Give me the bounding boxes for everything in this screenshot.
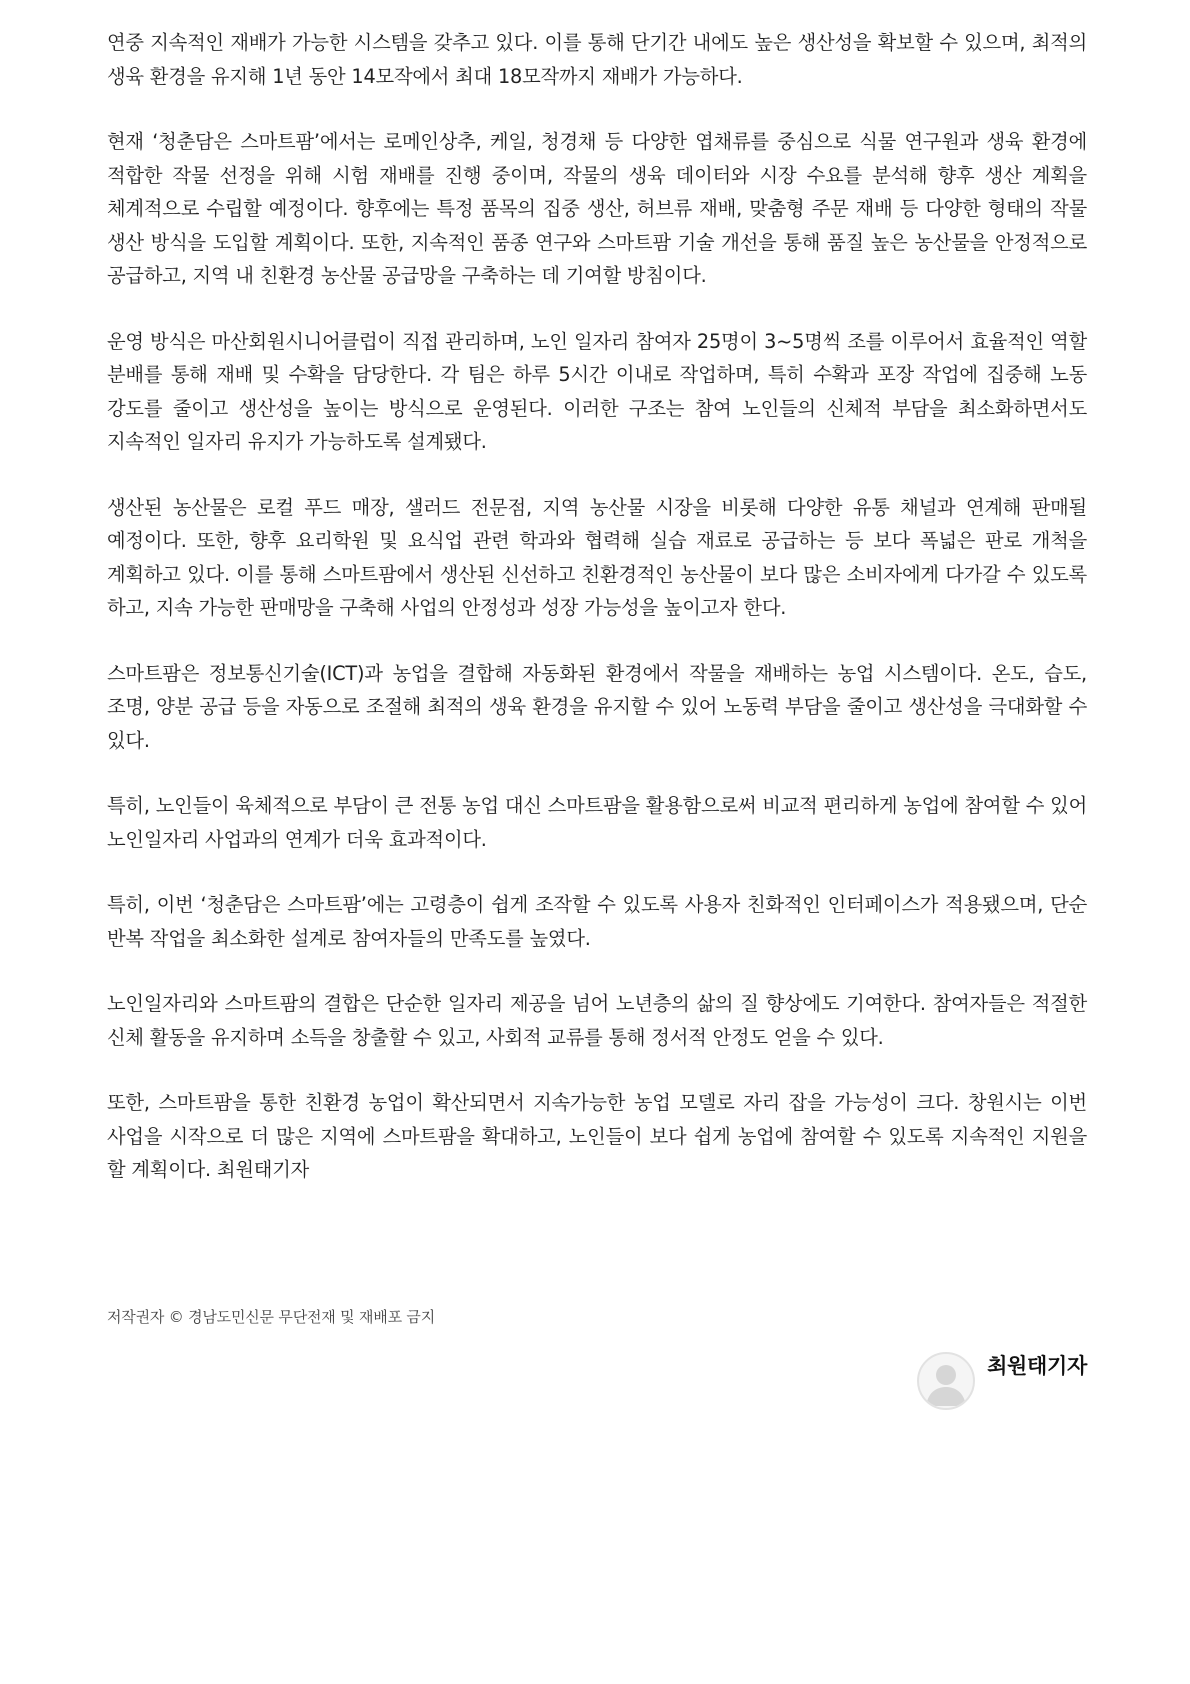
reporter-name[interactable]: 최원태기자 — [987, 1354, 1087, 1378]
copyright-notice: 저작권자 © 경남도민신문 무단전재 및 재배포 금지 — [107, 1308, 436, 1326]
article-paragraph-9: 또한, 스마트팜을 통한 친환경 농업이 확산되면서 지속가능한 농업 모델로 자리 잡을 가능성이 크다. 창원시는 이번 사업을 시작으로 더 많은 지역에 스마트팜을 확대하고, 노인들이 보다 쉽게 농업에 참여할 수 있도록 지속적인 지원을 할 계획이다. 최원태기자 — [107, 1091, 1087, 1181]
person-silhouette-icon — [917, 1352, 975, 1410]
article-paragraph-5: 스마트팜은 정보통신기술(ICT)과 농업을 결합해 자동화된 환경에서 작물을 재배하는 농업 시스템이다. 온도, 습도, 조명, 양분 공급 등을 자동으로 조절해 최적의 생육 환경을 유지할 수 있어 노동력 부담을 줄이고 생산성을 극대화할 수 있다. — [107, 661, 1087, 752]
article-paragraph-7: 특히, 이번 ‘청춘담은 스마트팜’에는 고령층이 쉽게 조작할 수 있도록 사용자 친화적인 인터페이스가 적용됐으며, 단순 반복 작업을 최소화한 설계로 참여자들의 만족도를 높였다. — [107, 893, 1087, 950]
article-paragraph-1: 연중 지속적인 재배가 가능한 시스템을 갖추고 있다. 이를 통해 단기간 내에도 높은 생산성을 확보할 수 있으며, 최적의 생육 환경을 유지해 1년 동안 14모작에서 최대 18모작까지 재배가 가능하다. — [107, 31, 1087, 88]
article-paragraph-3: 운영 방식은 마산회원시니어클럽이 직접 관리하며, 노인 일자리 참여자 25명이 3~5명씩 조를 이루어서 효율적인 역할 분배를 통해 재배 및 수확을 담당한다. 각 팀은 하루 5시간 이내로 작업하며, 특히 수확과 포장 작업에 집중해 노동 강도를 줄이고 생산성을 높이는 방식으로 운영된다. 이러한 구조는 참여 노인들의 신체적 부담을 최소화하면서도 지속적인 일자리 유지가 가능하도록 설계됐다. — [107, 329, 1087, 453]
reporter-byline[interactable] — [917, 1352, 1087, 1410]
article-paragraph-4: 생산된 농산물은 로컬 푸드 매장, 샐러드 전문점, 지역 농산물 시장을 비롯해 다양한 유통 채널과 연계해 판매될 예정이다. 또한, 향후 요리학원 및 요식업 관련 학과와 협력해 실습 재료로 공급하는 등 보다 폭넓은 판로 개척을 계획하고 있다. 이를 통해 스마트팜에서 생산된 신선하고 친환경적인 농산물이 보다 많은 소비자에게 다가갈 수 있도록 하고, 지속 가능한 판매망을 구축해 사업의 안정성과 성장 가능성을 높이고자 한다. — [107, 495, 1087, 619]
article-paragraph-8: 노인일자리와 스마트팜의 결합은 단순한 일자리 제공을 넘어 노년층의 삶의 질 향상에도 기여한다. 참여자들은 적절한 신체 활동을 유지하며 소득을 창출할 수 있고, 사회적 교류를 통해 정서적 안정도 얻을 수 있다. — [107, 992, 1087, 1049]
article-paragraph-2: 현재 ‘청춘담은 스마트팜’에서는 로메인상추, 케일, 청경채 등 다양한 엽채류를 중심으로 식물 연구원과 생육 환경에 적합한 작물 선정을 위해 시험 재배를 진행 중이며, 작물의 생육 데이터와 시장 수요를 분석해 향후 생산 계획을 체계적으로 수립할 예정이다. 향후에는 특정 품목의 집중 생산, 허브류 재배, 맞춤형 주문 재배 등 다양한 형태의 작물 생산 방식을 도입할 계획이다. 또한, 지속적인 품종 연구와 스마트팜 기술 개선을 통해 품질 높은 농산물을 안정적으로 공급하고, 지역 내 친환경 농산물 공급망을 구축하는 데 기여할 방침이다. — [107, 130, 1087, 287]
article-paragraph-6: 특히, 노인들이 육체적으로 부담이 큰 전통 농업 대신 스마트팜을 활용함으로써 비교적 편리하게 농업에 참여할 수 있어 노인일자리 사업과의 연계가 더욱 효과적이다. — [107, 794, 1087, 851]
article-body — [107, 26, 1087, 1187]
